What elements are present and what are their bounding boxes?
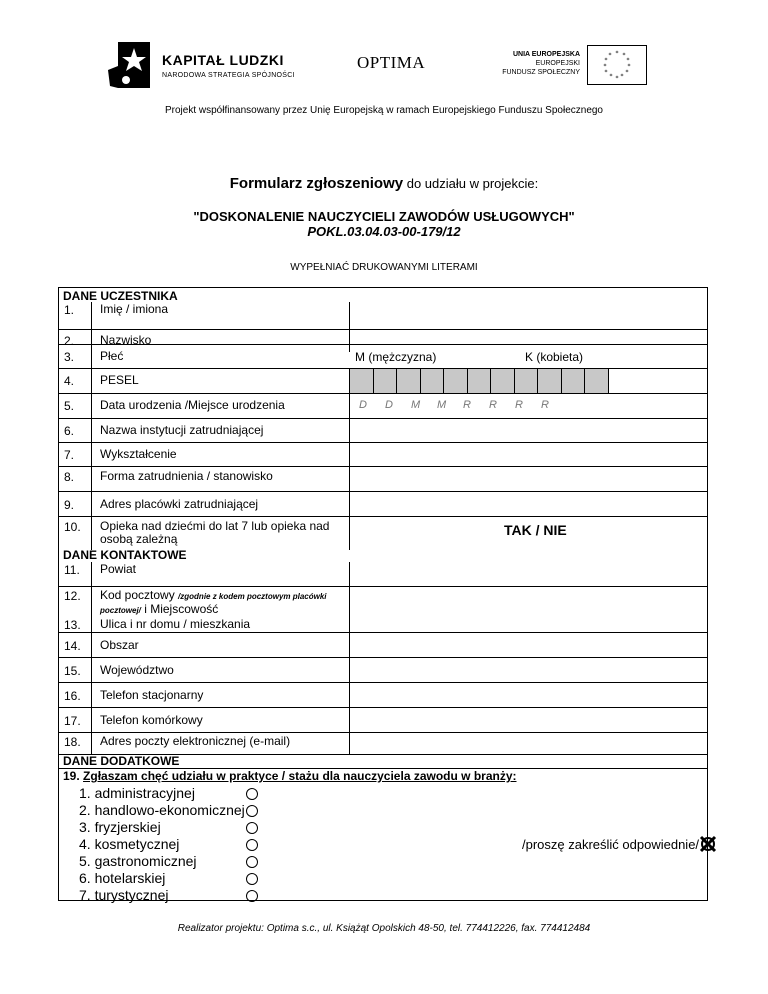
row-label: Płeć [100, 349, 124, 363]
row-childcare [59, 516, 707, 550]
row-label: Powiat [100, 562, 137, 576]
eu-text [500, 50, 580, 77]
row-area [59, 632, 707, 657]
row-number: 8. [64, 470, 75, 484]
radio-circle-icon[interactable] [246, 873, 258, 885]
row-district [59, 562, 707, 586]
option-label: 7. turystycznej [79, 887, 169, 903]
row-workplace-address [59, 491, 707, 516]
header-logos [0, 38, 768, 98]
date-month: M [437, 399, 447, 411]
row-label: PESEL [100, 373, 139, 387]
row-number: 14. [64, 639, 81, 653]
project-title: "DOSKONALENIE NAUCZYCIELI ZAWODÓW USŁUGOWYCH" [193, 209, 575, 224]
option-label: 5. gastronomicznej [79, 853, 197, 869]
row-number: 18. [64, 735, 81, 749]
childcare-label-line2: osobą zależną [100, 532, 178, 546]
svg-text:*: * [604, 69, 608, 76]
q19-heading [63, 769, 517, 783]
date-day: D [359, 399, 367, 411]
kapital-ludzki-subtitle: NARODOWA STRATEGIA SPÓJNOŚCI [162, 72, 295, 79]
row-number: 15. [64, 664, 81, 678]
row-label: Adres placówki zatrudniającej [100, 497, 259, 511]
row-education [59, 442, 707, 466]
svg-text:*: * [615, 75, 619, 82]
gender-female-option[interactable]: K (kobieta) [525, 350, 584, 364]
row-label: Telefon stacjonarny [100, 688, 204, 702]
row-pesel [59, 368, 707, 393]
mark-hint: /proszę zakreślić odpowiednie/ [522, 837, 700, 852]
row-mobile [59, 707, 707, 732]
childcare-label-line1: Opieka nad dziećmi do lat 7 lub opieka nad [100, 519, 330, 533]
branch-option[interactable] [79, 836, 245, 853]
row-number: 13. [64, 618, 81, 632]
row-number: 1. [64, 303, 75, 317]
postal-note: /zgodnie z kodem pocztowym placówki [178, 592, 327, 601]
q19-number: 19. [63, 769, 80, 783]
radio-circle-icon[interactable] [246, 839, 258, 851]
svg-text:*: * [622, 52, 626, 59]
branch-option[interactable] [79, 853, 245, 870]
postal-note2: pocztowej/ [100, 606, 141, 615]
svg-text:*: * [604, 57, 608, 64]
street-label: Ulica i nr domu / mieszkania [100, 617, 251, 631]
row-number: 4. [64, 374, 75, 388]
svg-text:*: * [625, 69, 629, 76]
kapital-ludzki-logo [104, 38, 304, 94]
row-employment [59, 466, 707, 491]
branch-option[interactable] [79, 802, 245, 819]
pesel-boxes[interactable] [350, 369, 609, 393]
row-number: 2. [64, 334, 75, 348]
form-title-bold: Formularz zgłoszeniowy [229, 175, 404, 192]
row-label: Telefon komórkowy [100, 713, 203, 727]
project-code: POKL.03.04.03-00-179/12 [307, 224, 461, 239]
date-year: R [489, 399, 497, 411]
row-email [59, 732, 707, 754]
row-number: 10. [64, 520, 81, 534]
footer-contractor: Realizator projektu: Optima s.c., ul. Książąt Opolskich 48-50, tel. 774412226, fax. 774412484 [177, 923, 591, 934]
eu-flag-icon [587, 45, 647, 85]
date-year: R [463, 399, 471, 411]
date-day: D [385, 399, 393, 411]
form-title [0, 175, 768, 192]
cofinancing-tagline: Projekt współfinansowany przez Unię Europejską w ramach Europejskiego Funduszu Społecznego [164, 105, 603, 116]
application-form [58, 287, 708, 901]
svg-text:*: * [609, 73, 613, 80]
branch-option[interactable] [79, 887, 245, 904]
date-month: M [411, 399, 421, 411]
row-number: 17. [64, 714, 81, 728]
row-number: 9. [64, 498, 75, 512]
date-year: R [541, 399, 549, 411]
childcare-yes-no[interactable]: TAK / NIE [504, 522, 567, 538]
kapital-ludzki-emblem-icon [104, 40, 156, 92]
svg-text:*: * [608, 52, 612, 59]
branch-options [79, 785, 245, 904]
optima-logo: OPTIMA [357, 53, 426, 72]
option-label: 1. administracyjnej [79, 785, 195, 801]
row-label: Adres poczty elektronicznej (e-mail) [100, 734, 291, 748]
section-participant: DANE UCZESTNIKA [63, 289, 178, 303]
gender-male-option[interactable]: M (mężczyzna) [355, 350, 437, 364]
row-number: 11. [64, 563, 80, 577]
row-label: Imię / imiona [100, 302, 169, 316]
svg-text:*: * [603, 63, 607, 70]
section-contact: DANE KONTAKTOWE [63, 548, 187, 562]
row-label: Data urodzenia /Miejsce urodzenia [100, 398, 285, 412]
row-number: 16. [64, 689, 81, 703]
project-name [0, 209, 768, 239]
date-year: R [515, 399, 523, 411]
radio-circle-icon[interactable] [246, 822, 258, 834]
eu-line3: FUNDUSZ SPOŁECZNY [502, 69, 580, 76]
svg-text:*: * [615, 50, 619, 57]
birth-date-placeholders[interactable] [359, 399, 567, 411]
fill-instruction: WYPEŁNIAĆ DRUKOWANYMI LITERAMI [290, 262, 478, 273]
eu-line1: UNIA EUROPEJSKA [512, 51, 580, 58]
postal-label: Kod pocztowy [100, 588, 179, 602]
row-gender [59, 344, 707, 368]
option-label: 3. fryzjerskiej [79, 819, 161, 835]
row-voivodeship [59, 657, 707, 682]
branch-option[interactable] [79, 819, 245, 836]
svg-text:*: * [627, 63, 631, 70]
option-label: 4. kosmetycznej [79, 836, 180, 852]
row-first-name [59, 302, 707, 329]
row-postal-code [59, 586, 707, 632]
section-additional: DANE DODATKOWE [63, 754, 180, 768]
row-label: Wykształcenie [100, 447, 177, 461]
branch-option[interactable] [79, 785, 245, 802]
svg-text:*: * [620, 73, 624, 80]
row-label: Województwo [100, 663, 174, 677]
radio-circle-icon[interactable] [246, 890, 258, 902]
option-label: 6. hotelarskiej [79, 870, 166, 886]
option-label: 2. handlowo-ekonomicznej [79, 802, 245, 818]
row-birth [59, 393, 707, 418]
row-number: 12. [64, 589, 81, 603]
row-number: 3. [64, 350, 75, 364]
q19-label: Zgłaszam chęć udziału w praktyce / stażu dla nauczyciela zawodu w branży: [83, 769, 517, 783]
row-number: 5. [64, 399, 75, 413]
radio-circle-icon[interactable] [246, 856, 258, 868]
kapital-ludzki-name: KAPITAŁ LUDZKI [162, 52, 284, 68]
branch-option[interactable] [79, 870, 245, 887]
row-number: 6. [64, 424, 75, 438]
row-label [100, 589, 327, 617]
radio-circle-icon[interactable] [246, 788, 258, 800]
row-label: Forma zatrudnienia / stanowisko [100, 469, 273, 483]
row-employer [59, 418, 707, 442]
marked-circle-icon [699, 835, 717, 853]
row-label [100, 520, 329, 546]
city-label: i Miejscowość [140, 602, 219, 616]
svg-text:*: * [626, 57, 630, 64]
row-label: Nazwa instytucji zatrudniającej [100, 423, 264, 437]
radio-circle-icon[interactable] [246, 805, 258, 817]
row-landline [59, 682, 707, 707]
row-number: 7. [64, 448, 75, 462]
row-label: Nazwisko [100, 333, 152, 347]
row-label: Obszar [100, 638, 139, 652]
eu-line2: EUROPEJSKI [535, 60, 580, 67]
form-title-rest: do udziału w projekcie: [403, 176, 539, 191]
